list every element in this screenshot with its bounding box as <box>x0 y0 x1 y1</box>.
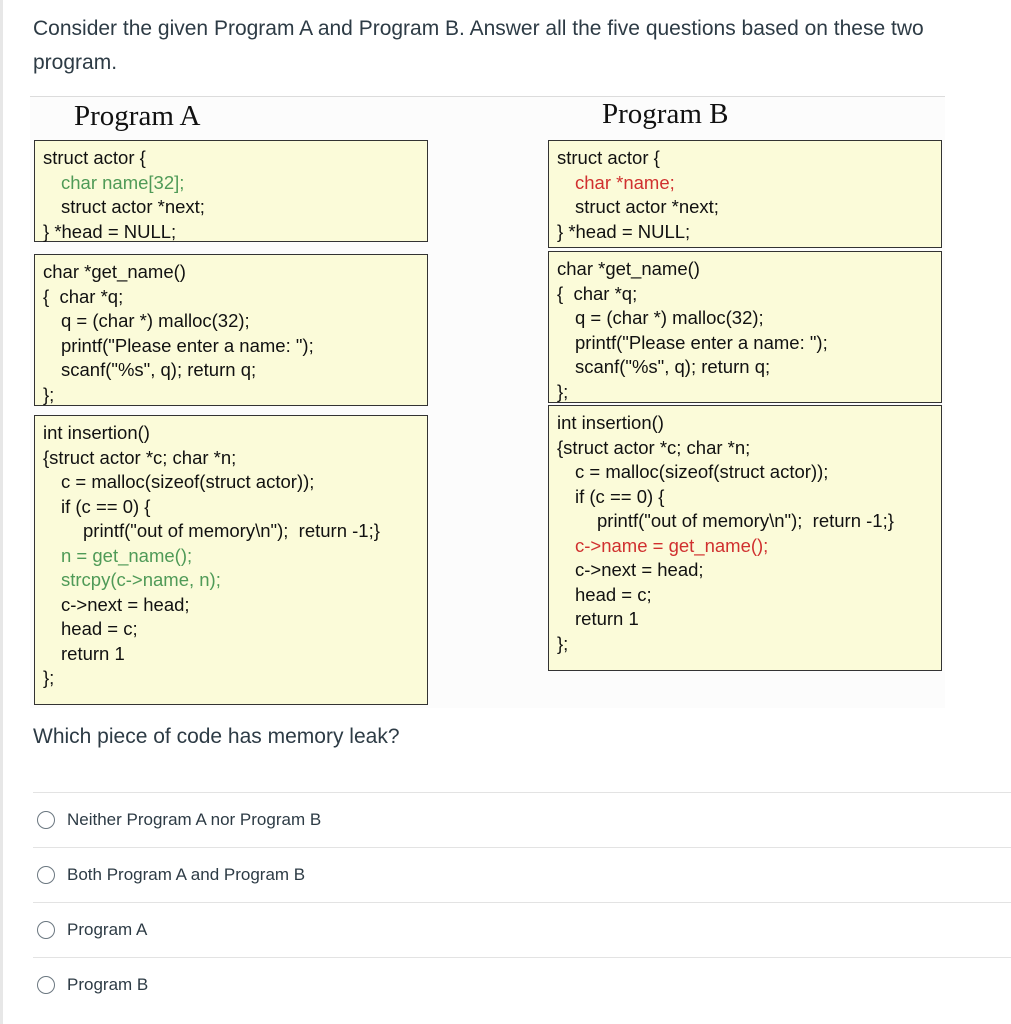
code-line: printf("Please enter a name: "); <box>61 334 314 356</box>
code-line: }; <box>43 383 55 405</box>
program-a-getname-box <box>34 254 428 406</box>
code-line: struct actor *next; <box>575 196 719 217</box>
code-line: strcpy(c->name, n); <box>61 569 221 590</box>
code-line: char *get_name() <box>557 258 700 279</box>
code-line: }; <box>557 380 569 402</box>
code-line: c = malloc(sizeof(struct actor)); <box>61 471 315 492</box>
code-line: {struct actor *c; char *n; <box>557 436 751 458</box>
code-line: char *name; <box>575 171 675 193</box>
code-line: if (c == 0) { <box>575 485 665 507</box>
code-line: }; <box>43 667 55 688</box>
radio-button[interactable] <box>37 921 55 939</box>
program-a-struct-box <box>34 140 428 242</box>
code-line: struct actor { <box>557 147 660 168</box>
answer-label: Program B <box>67 975 149 994</box>
code-line: int insertion() <box>43 422 150 443</box>
code-line: q = (char *) malloc(32); <box>575 307 764 328</box>
code-line: struct actor *next; <box>61 196 205 217</box>
code-line: c->next = head; <box>61 593 190 615</box>
page-left-border <box>0 0 3 1024</box>
figure-top-rule <box>30 96 945 97</box>
answer-option[interactable] <box>33 957 1011 1012</box>
program-a-title: Program A <box>74 100 201 132</box>
code-line: printf("Please enter a name: "); <box>575 331 828 353</box>
code-line: n = get_name(); <box>61 544 193 566</box>
code-line: int insertion() <box>557 412 664 433</box>
program-b-struct-box <box>548 140 942 248</box>
code-line: printf("out of memory\n"); return -1;} <box>83 520 380 541</box>
answer-label: Program A <box>67 920 148 939</box>
code-line: } *head = NULL; <box>557 220 691 242</box>
code-line: { char *q; <box>557 282 638 304</box>
code-line: {struct actor *c; char *n; <box>43 446 237 468</box>
program-b-title: Program B <box>602 98 729 130</box>
code-line: printf("out of memory\n"); return -1;} <box>597 510 894 531</box>
radio-button[interactable] <box>37 976 55 994</box>
code-line: head = c; <box>61 618 138 639</box>
code-line: c->name = get_name(); <box>575 534 769 556</box>
code-line: return 1 <box>61 642 125 664</box>
answer-option[interactable] <box>33 902 1011 957</box>
code-line: head = c; <box>575 583 652 605</box>
code-line: q = (char *) malloc(32); <box>61 310 250 331</box>
code-line: char name[32]; <box>61 171 185 193</box>
code-line: } *head = NULL; <box>43 220 177 242</box>
code-line: return 1 <box>575 608 639 629</box>
code-line: { char *q; <box>43 285 124 307</box>
question-prompt: Which piece of code has memory leak? <box>33 725 400 748</box>
answer-list <box>33 792 1011 1012</box>
code-line: scanf("%s", q); return q; <box>575 356 771 377</box>
answer-option[interactable] <box>33 847 1011 902</box>
code-line: scanf("%s", q); return q; <box>61 359 257 380</box>
code-line: char *get_name() <box>43 261 186 282</box>
program-a-insertion-box <box>34 415 428 705</box>
code-line: c = malloc(sizeof(struct actor)); <box>575 461 829 482</box>
code-line: c->next = head; <box>575 559 704 580</box>
radio-button[interactable] <box>37 811 55 829</box>
question-intro: Consider the given Program A and Program B. Answer all the five questions based on these two program. <box>33 17 924 74</box>
answer-label: Neither Program A nor Program B <box>67 810 322 829</box>
code-line: }; <box>557 632 569 654</box>
code-line: if (c == 0) { <box>61 495 151 517</box>
program-b-insertion-box <box>548 405 942 671</box>
answer-option[interactable] <box>33 792 1011 847</box>
code-line: struct actor { <box>43 147 146 168</box>
programs-figure <box>30 96 945 708</box>
answer-label: Both Program A and Program B <box>67 865 306 884</box>
radio-button[interactable] <box>37 866 55 884</box>
program-b-getname-box <box>548 251 942 403</box>
